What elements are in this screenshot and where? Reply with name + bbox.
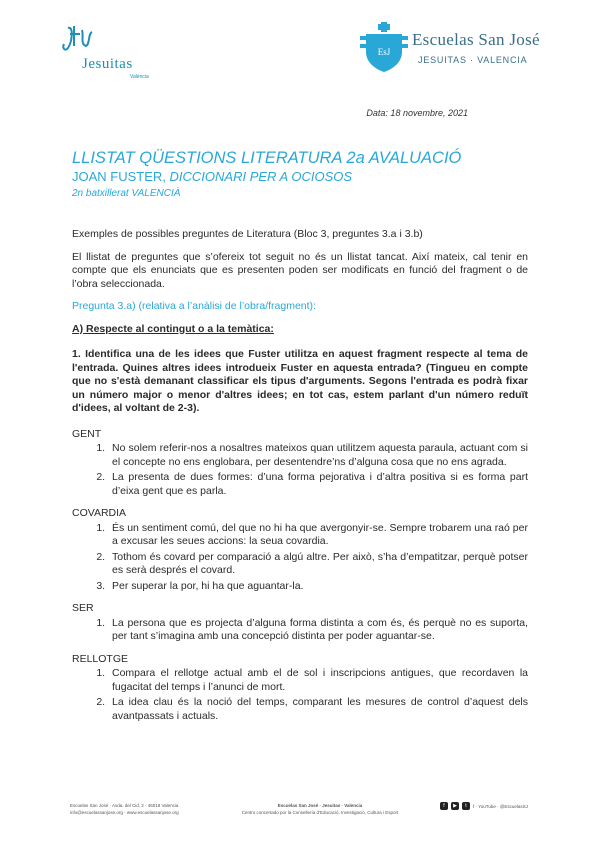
list-item: 1. La persona que es projecta d’alguna forma distinta a com és, és perquè no es suporta, per tant s’imagina amb una concepció distinta per poder aguantar-se. (108, 617, 528, 644)
section-title: SER (72, 602, 94, 614)
document-body (72, 228, 528, 732)
question-heading: Pregunta 3.a) (relativa a l’anàlisi de l’obra/fragment): (72, 300, 316, 312)
footer-address: Escuelas San José · Avda. del Cid, 2 · 46018 Valencia (70, 803, 179, 808)
section-title: GENT (72, 427, 102, 440)
section-covardia (72, 507, 528, 593)
page-footer (0, 802, 600, 832)
note-paragraph: El llistat de preguntes que s’ofereix tot seguit no és un llistat tancat. Així mateix, cal tenir en compte que els enunciats que es presenten poden ser modificats en funció del fragment o de l’obra seleccionada. (72, 250, 528, 290)
footer-contact (70, 802, 179, 816)
list-item: 1. És un sentiment comú, del que no hi ha que avergonyir-se. Sempre trobarem una raó per a excusar les seues accions: la seua covardia. (108, 522, 528, 549)
document-date: Data: 18 novembre, 2021 (366, 108, 468, 118)
jesuitas-logo (60, 22, 170, 80)
section-list (72, 442, 528, 498)
footer-web: info@escuelassanjose.org · www.escuelassanjose.org (70, 810, 179, 815)
section-title: RELLOTGE (72, 652, 129, 665)
list-item: 2. Tothom és covard per comparació a algú altre. Per això, s’ha d’empatitzar, perquè potser es serà després el covard. (108, 551, 528, 578)
title-block (72, 148, 532, 201)
question-1: 1. Identifica una de les idees que Fuster utilitza en aquest fragment respecte al tema de l'entrada. Quines altres idees introdueix Fuster en aquesta entrada? (Tingueu en compte que no s'està demanant classificar els tipus d'arguments. Segons l'entrada es podrà fixar un número major o menor d'altres idees; en tot cas, estem parlant d'un número reduït d'idees, al voltant de 2-3). (72, 348, 528, 414)
escuelas-logo-title: Escuelas San José (412, 30, 540, 49)
section-ser (72, 602, 528, 644)
escuelas-san-jose-logo (360, 22, 550, 72)
footer-concert: Centro concertado por la Consellería d’Educació, Investigació, Cultura i Esport (241, 810, 399, 815)
list-item: 3. Per superar la por, hi ha que aguantar-la. (108, 580, 528, 594)
list-item: 2. La presenta de dues formes: d’una forma pejorativa i d’altra positiva si es forma part d’eixa gent que es parla. (108, 471, 528, 498)
section-list (72, 522, 528, 594)
footer-social-text: f · YouTube · @EscuelasSJ (473, 803, 528, 809)
section-title: COVARDIA (72, 507, 127, 519)
section-list (72, 617, 528, 644)
twitter-icon[interactable]: t (462, 802, 470, 810)
list-item: 2. La idea clau és la noció del temps, comparant les mesures de control d’aquest dels avantpassats i actuals. (108, 696, 528, 723)
main-title: LLISTAT QÜESTIONS LITERATURA 2a AVALUACIÓ (72, 149, 462, 167)
jesuitas-logo-name: Jesuitas (82, 56, 133, 72)
list-item: 1. No solem referir-nos a nosaltres mateixos quan utilitzem aquesta paraula, actuant com si el concepte no ens englobara, per desentendre’ns d’alguna cosa que no ens agrada. (108, 442, 528, 469)
section-a-heading: A) Respecte al contingut o a la temàtica: (72, 322, 274, 335)
section-gent (72, 428, 528, 499)
intro-paragraph: Exemples de possibles preguntes de Literatura (Bloc 3, preguntes 3.a i 3.b) (72, 228, 423, 240)
footer-center (220, 802, 420, 816)
list-item: 1. Compara el rellotge actual amb el de sol i inscripcions antigues, que recordaven la fugacitat del temps i l’anunci de mort. (108, 667, 528, 694)
youtube-icon[interactable]: ▶ (451, 802, 459, 810)
facebook-icon[interactable]: f (440, 802, 448, 810)
subtitle (72, 168, 532, 186)
section-rellotge (72, 653, 528, 724)
escuelas-logo-subtitle: JESUITAS · VALENCIA (418, 55, 528, 65)
escuelas-crest-icon (360, 22, 408, 74)
author-name: JOAN FUSTER, (72, 169, 166, 184)
crest-badge-text: EsJ (377, 47, 391, 57)
work-title: DICCIONARI PER A OCIOSOS (169, 169, 353, 184)
jesuitas-logo-sub: València (130, 74, 149, 80)
section-list (72, 667, 528, 723)
footer-school: Escuelas San José · Jesuitas · Valencia (277, 803, 363, 808)
footer-social (440, 802, 528, 810)
course-label: 2n batxillerat VALENCIÀ (72, 188, 181, 199)
